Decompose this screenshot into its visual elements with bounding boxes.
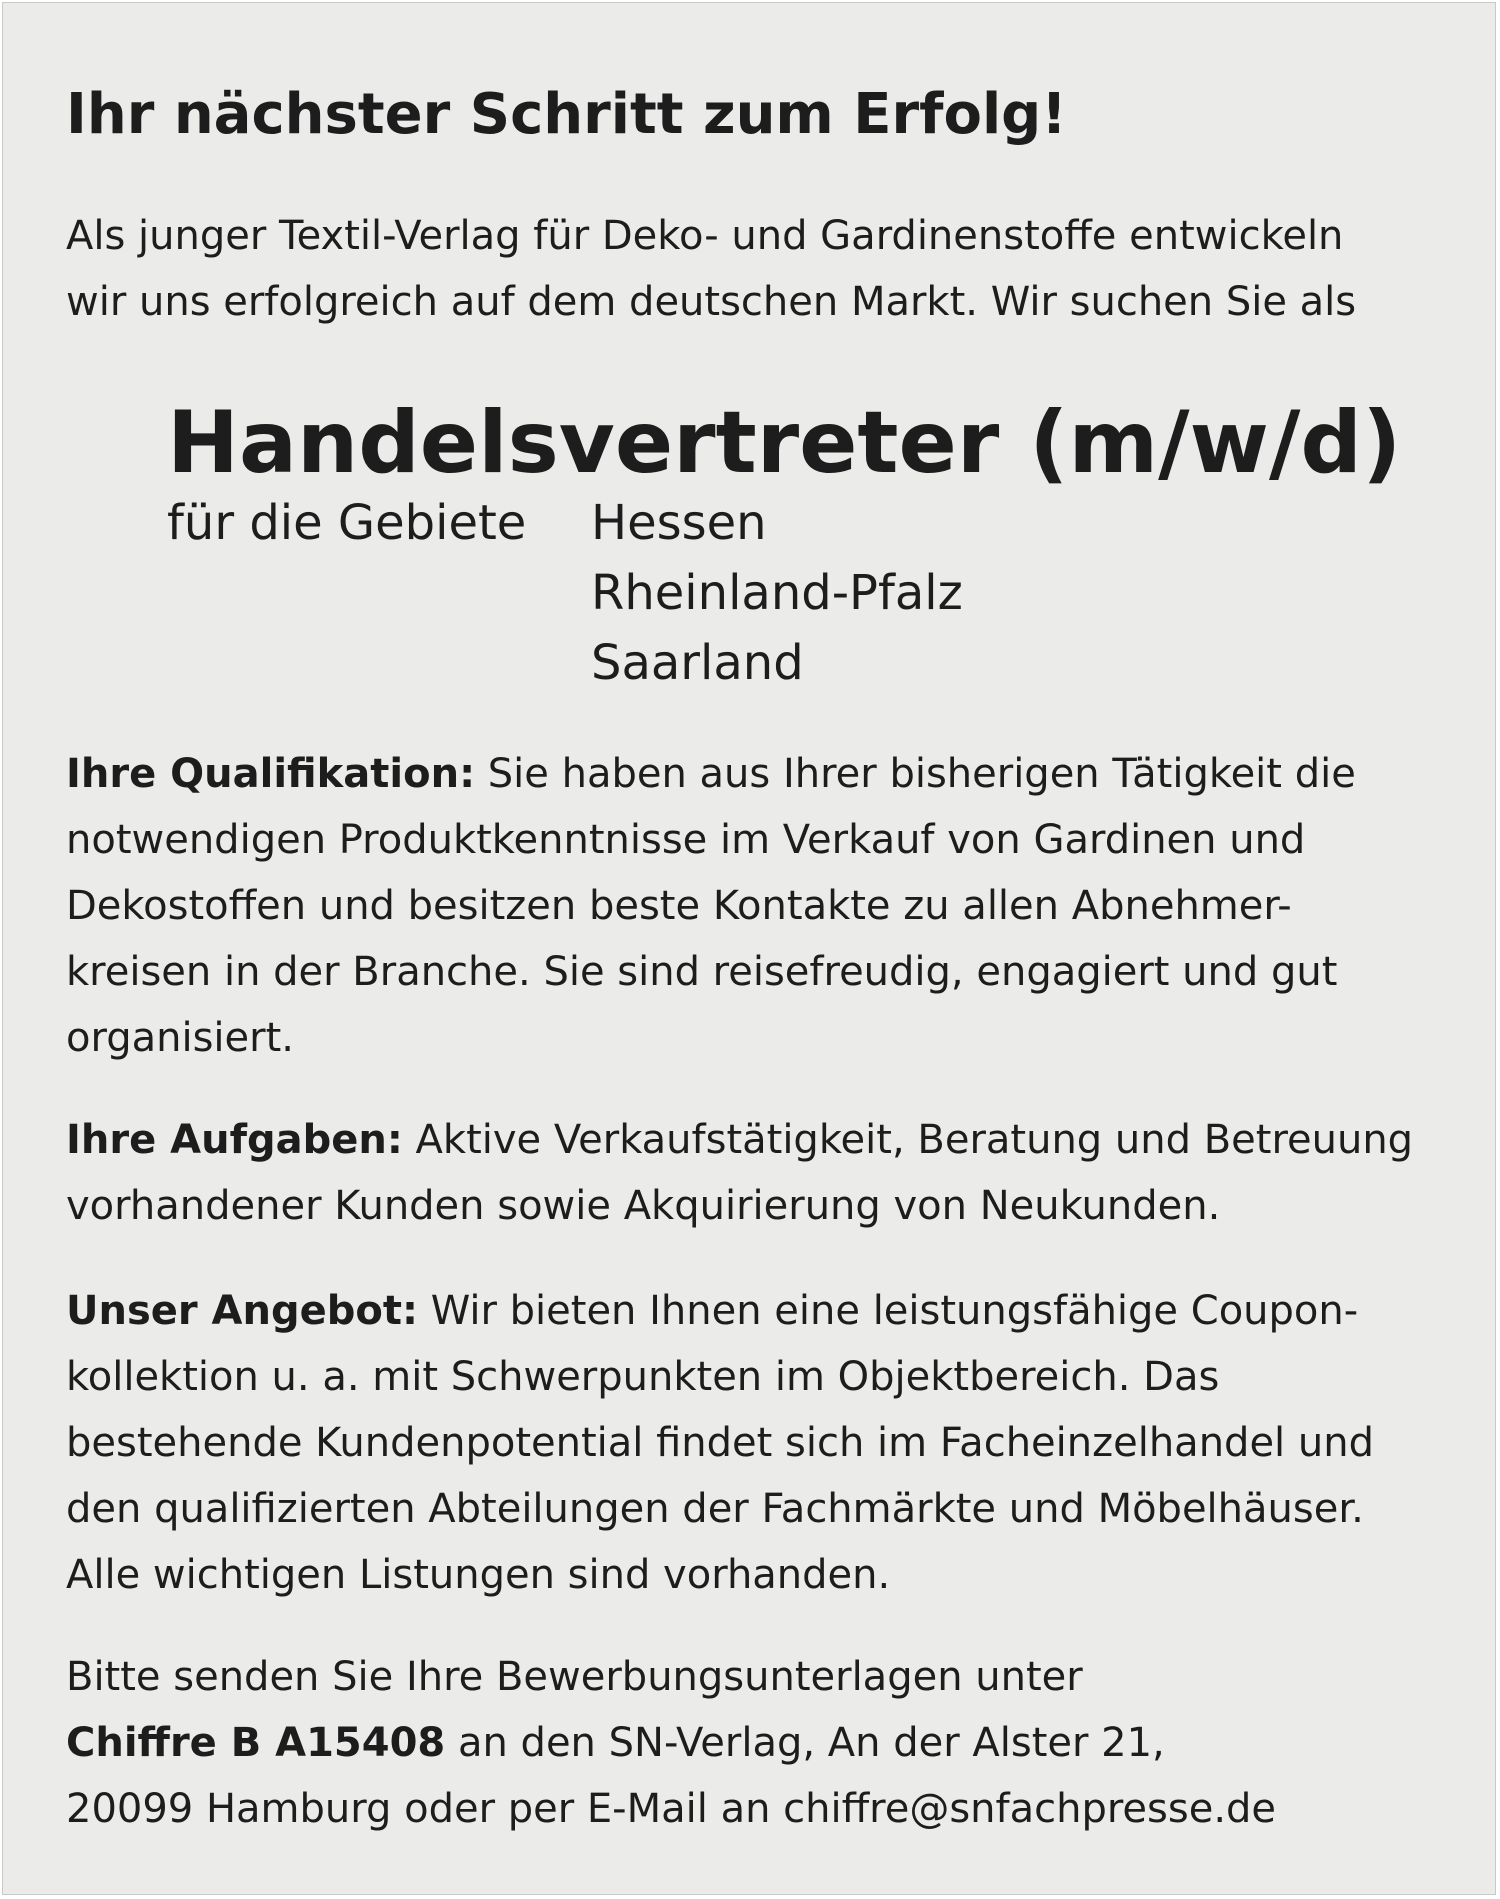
chiffre-code: Chiffre B A15408 [66,1720,446,1766]
qualification-line: organisiert. [66,1015,294,1061]
tasks-paragraph [66,1107,1446,1239]
offer-line: Wir bieten Ihnen eine leistungsfähige Coupon- [417,1288,1359,1334]
tasks-first-line [66,1107,1446,1173]
areas-label: für die Gebiete [167,495,527,551]
offer-line: Alle wichtigen Listungen sind vorhanden. [66,1552,891,1598]
area-item: Saarland [591,635,804,691]
intro-paragraph [66,203,1446,335]
qualification-line: Dekostoffen und besitzen beste Kontakte zu allen Abnehmer- [66,883,1292,929]
qualification-line: notwendigen Produktkenntnisse im Verkauf von Gardinen und [66,817,1306,863]
contact-email-line: 20099 Hamburg oder per E-Mail an chiffre@snfachpresse.de [66,1786,1277,1832]
offer-label: Unser Angebot: [66,1288,418,1334]
intro-line: wir uns erfolgreich auf dem deutschen Markt. Wir suchen Sie als [66,279,1357,325]
qualification-paragraph [66,741,1446,1071]
intro-line: Als junger Textil-Verlag für Deko- und Gardinenstoffe entwickeln [66,213,1344,259]
qualification-line: kreisen in der Branche. Sie sind reisefreudig, engagiert und gut [66,949,1338,995]
job-title: Handelsvertreter (m/w/d) [167,393,1402,493]
contact-address: an den SN-Verlag, An der Alster 21, [445,1720,1165,1766]
offer-first-line [66,1278,1446,1344]
areas-list [591,488,963,698]
contact-chiffre-line [66,1710,1446,1776]
qualification-label: Ihre Qualifikation: [66,751,476,797]
qualification-first-line [66,741,1446,807]
headline: Ihr nächster Schritt zum Erfolg! [66,82,1067,147]
area-item: Hessen [591,495,767,551]
offer-line: den qualifizierten Abteilungen der Fachmärkte und Möbelhäuser. [66,1486,1364,1532]
area-item: Rheinland-Pfalz [591,565,963,621]
tasks-label: Ihre Aufgaben: [66,1117,403,1163]
contact-paragraph [66,1644,1446,1842]
contact-line: Bitte senden Sie Ihre Bewerbungsunterlagen unter [66,1654,1083,1700]
job-advertisement [2,2,1496,1895]
offer-line: bestehende Kundenpotential findet sich im Facheinzelhandel und [66,1420,1374,1466]
qualification-line: Sie haben aus Ihrer bisherigen Tätigkeit die [475,751,1356,797]
offer-paragraph [66,1278,1446,1608]
tasks-line: vorhandener Kunden sowie Akquirierung von Neukunden. [66,1183,1221,1229]
offer-line: kollektion u. a. mit Schwerpunkten im Objektbereich. Das [66,1354,1220,1400]
tasks-line: Aktive Verkaufstätigkeit, Beratung und Betreuung [402,1117,1414,1163]
